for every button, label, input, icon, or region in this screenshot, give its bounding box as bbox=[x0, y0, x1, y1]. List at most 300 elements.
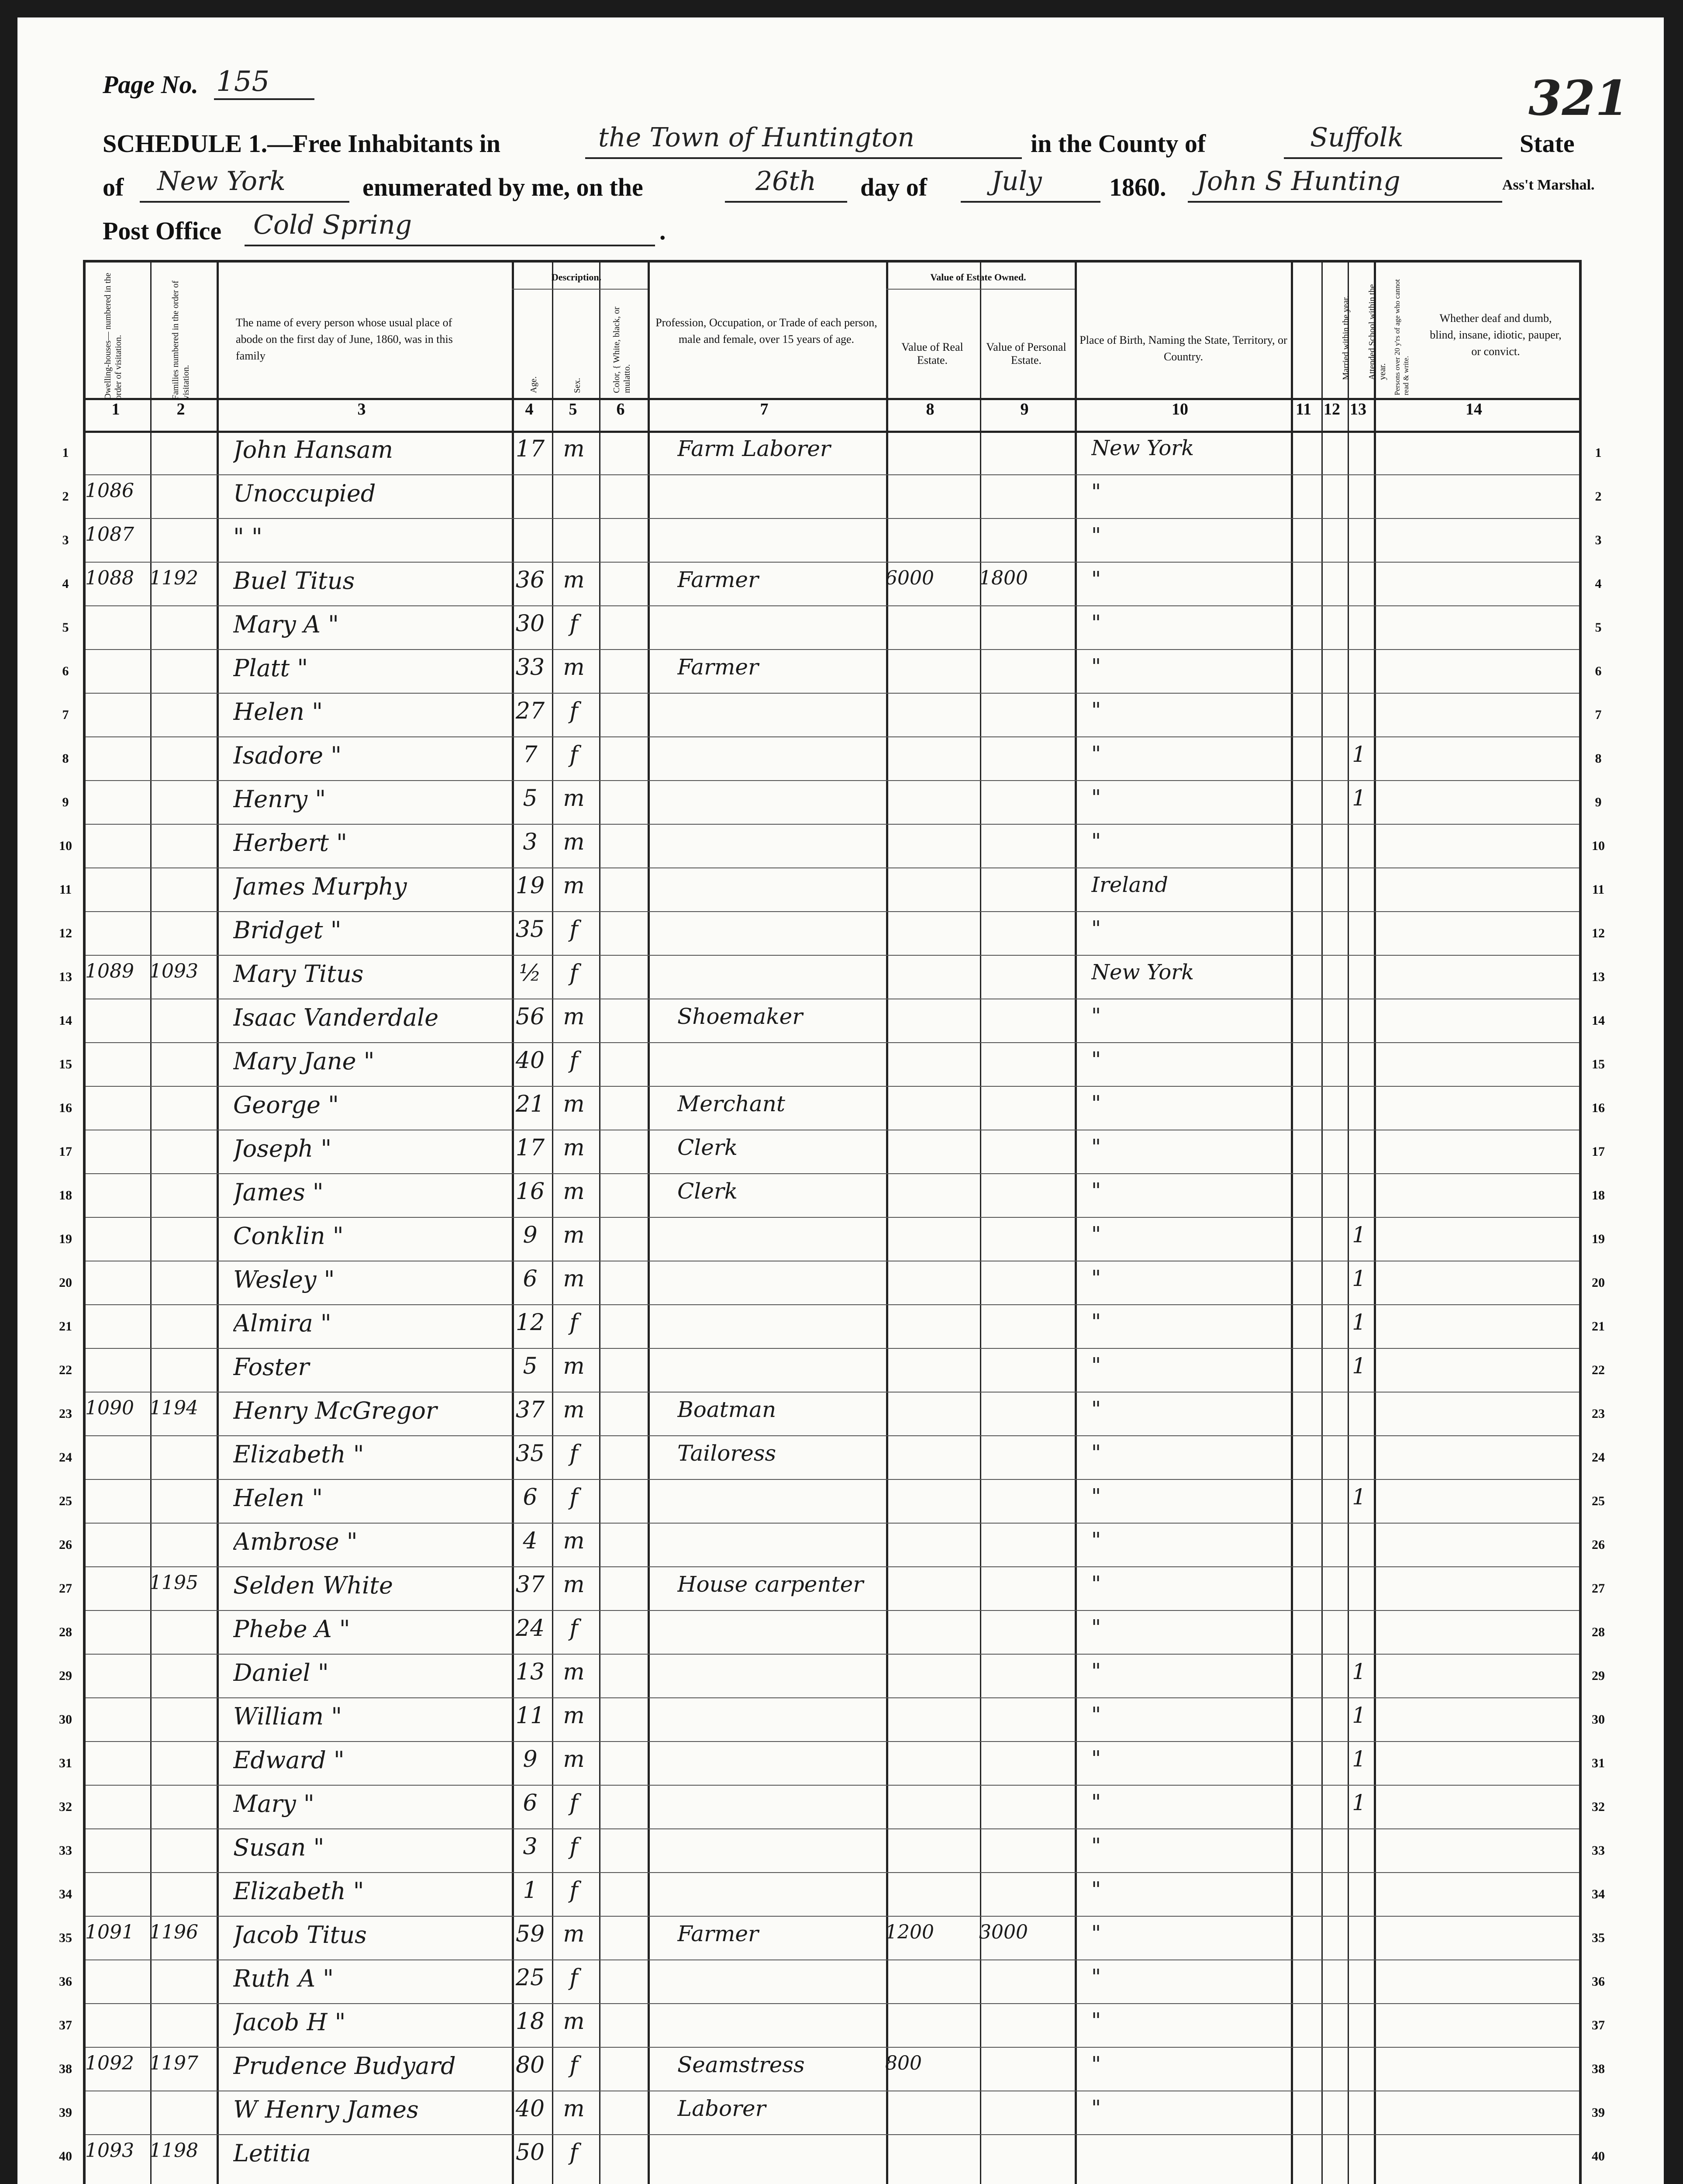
person-sex: m bbox=[563, 1921, 585, 1947]
person-name: Foster bbox=[233, 1353, 310, 1381]
person-occupation: Boatman bbox=[677, 1397, 776, 1422]
person-age: 27 bbox=[515, 698, 545, 724]
real-estate-value bbox=[885, 523, 977, 563]
place-of-birth: " bbox=[1091, 1397, 1101, 1421]
person-occupation bbox=[677, 960, 883, 999]
dwelling-number: 1087 bbox=[85, 523, 134, 546]
row-number-left: 17 bbox=[59, 1144, 72, 1159]
real-estate-value bbox=[885, 654, 977, 694]
row-number-left: 13 bbox=[59, 970, 72, 984]
page-stamp: 321 bbox=[1528, 70, 1629, 126]
real-estate-value bbox=[885, 1266, 977, 1305]
dwelling-number: 1086 bbox=[85, 480, 134, 502]
row-number-right: 3 bbox=[1595, 533, 1602, 547]
row-number-right: 20 bbox=[1592, 1275, 1605, 1290]
personal-estate-value bbox=[979, 1659, 1072, 1698]
person-sex: m bbox=[563, 1397, 585, 1423]
person-name: Mary " bbox=[233, 1790, 314, 1818]
person-occupation bbox=[677, 480, 883, 519]
attended-school bbox=[1347, 436, 1371, 475]
row-number-right: 23 bbox=[1592, 1406, 1605, 1421]
real-estate-value: 6000 bbox=[885, 567, 934, 589]
family-number bbox=[149, 480, 214, 519]
person-sex: f bbox=[569, 1310, 578, 1336]
row-number-right: 36 bbox=[1592, 1974, 1605, 1989]
real-estate-value bbox=[885, 1047, 977, 1087]
person-age: 7 bbox=[523, 742, 538, 768]
person-sex: m bbox=[563, 873, 585, 899]
person-age: 6 bbox=[523, 1484, 538, 1510]
person-name: Henry " bbox=[233, 785, 326, 813]
dwelling-number bbox=[85, 873, 148, 912]
person-occupation bbox=[677, 1746, 883, 1786]
place-of-birth: " bbox=[1091, 2052, 1101, 2077]
person-sex: f bbox=[569, 1047, 578, 1074]
col12-heading: Attended School within the year. bbox=[1367, 284, 1387, 380]
dwelling-number bbox=[85, 1266, 148, 1305]
place-of-birth: " bbox=[1091, 2096, 1101, 2120]
real-estate-value bbox=[885, 1790, 977, 1829]
person-name: James Murphy bbox=[233, 873, 407, 900]
person-sex: m bbox=[563, 1178, 585, 1205]
col13-heading: Persons over 20 y'rs of age who cannot read & write. bbox=[1393, 279, 1410, 395]
person-sex: m bbox=[563, 436, 585, 462]
person-occupation bbox=[677, 785, 883, 825]
real-estate-value bbox=[885, 1703, 977, 1742]
personal-estate-value bbox=[979, 2096, 1072, 2135]
person-occupation bbox=[677, 742, 883, 781]
person-age: 50 bbox=[515, 2139, 545, 2166]
person-sex: f bbox=[569, 1484, 578, 1510]
person-age: 37 bbox=[515, 1572, 545, 1598]
person-age: 25 bbox=[515, 1965, 545, 1991]
dwelling-number bbox=[85, 1659, 148, 1698]
person-name: Bridget " bbox=[233, 916, 341, 944]
dwelling-number: 1093 bbox=[85, 2139, 134, 2162]
row-number-right: 33 bbox=[1592, 1843, 1605, 1858]
day-of-label: day of bbox=[860, 173, 928, 201]
person-age: 3 bbox=[523, 1834, 538, 1860]
family-number bbox=[149, 1135, 214, 1174]
family-number bbox=[149, 1091, 214, 1130]
person-sex: f bbox=[569, 2052, 578, 2078]
row-number-left: 30 bbox=[59, 1712, 72, 1727]
row-number-right: 2 bbox=[1595, 489, 1602, 504]
person-sex: m bbox=[563, 1266, 585, 1292]
row-number-right: 38 bbox=[1592, 2062, 1605, 2076]
person-name: William " bbox=[233, 1703, 342, 1730]
personal-estate-value bbox=[979, 829, 1072, 868]
dwelling-number bbox=[85, 829, 148, 868]
family-number bbox=[149, 1528, 214, 1567]
person-sex: m bbox=[563, 1004, 585, 1030]
schedule-title: SCHEDULE 1.—Free Inhabitants in bbox=[103, 129, 500, 158]
person-occupation bbox=[677, 1528, 883, 1567]
attended-school bbox=[1347, 1178, 1371, 1218]
real-estate-value bbox=[885, 480, 977, 519]
dwelling-number bbox=[85, 1310, 148, 1349]
real-estate-value bbox=[885, 785, 977, 825]
dwelling-number bbox=[85, 1441, 148, 1480]
col5-heading: Sex. bbox=[572, 378, 582, 393]
real-estate-value bbox=[885, 873, 977, 912]
person-age: 1 bbox=[523, 1877, 538, 1904]
person-name: Isadore " bbox=[233, 742, 342, 769]
col7-heading: Profession, Occupation, or Trade of each person, male and female, over 15 years of age. bbox=[655, 316, 877, 346]
attended-school bbox=[1347, 873, 1371, 912]
col14-heading: Whether deaf and dumb, blind, insane, idiotic, pauper, or convict. bbox=[1430, 312, 1562, 358]
attended-school bbox=[1347, 1572, 1371, 1611]
person-age: 59 bbox=[515, 1921, 545, 1947]
row-number-left: 20 bbox=[59, 1275, 72, 1290]
family-number bbox=[149, 873, 214, 912]
person-occupation: Clerk bbox=[677, 1178, 738, 1204]
real-estate-value bbox=[885, 611, 977, 650]
personal-estate-value bbox=[979, 785, 1072, 825]
person-occupation bbox=[677, 523, 883, 563]
marshal-label: Ass't Marshal. bbox=[1502, 177, 1595, 193]
row-number-right: 9 bbox=[1595, 795, 1602, 809]
row-number-left: 34 bbox=[59, 1887, 72, 1901]
attended-school bbox=[1347, 2139, 1371, 2179]
person-occupation: Farm Laborer bbox=[677, 436, 831, 461]
attended-school bbox=[1347, 1528, 1371, 1567]
place-of-birth: New York bbox=[1091, 960, 1194, 985]
person-age: 9 bbox=[523, 1746, 538, 1773]
of-label: of bbox=[103, 173, 124, 201]
row-number-right: 14 bbox=[1592, 1013, 1605, 1028]
personal-estate-value bbox=[979, 1222, 1072, 1261]
page-number: 155 bbox=[216, 66, 270, 98]
attended-school: 1 bbox=[1352, 785, 1366, 811]
family-number: 1194 bbox=[149, 1397, 198, 1419]
attended-school bbox=[1347, 2096, 1371, 2135]
person-age: 35 bbox=[515, 1441, 545, 1467]
row-number-left: 11 bbox=[59, 882, 72, 897]
person-sex: f bbox=[569, 1615, 578, 1641]
real-estate-value bbox=[885, 2096, 977, 2135]
family-number bbox=[149, 1965, 214, 2004]
personal-estate-value bbox=[979, 1397, 1072, 1436]
place-of-birth: " bbox=[1091, 829, 1101, 854]
person-name: Henry McGregor bbox=[233, 1397, 437, 1424]
personal-estate-value bbox=[979, 1484, 1072, 1524]
dwelling-number: 1090 bbox=[85, 1397, 134, 1419]
person-name: Mary A " bbox=[233, 611, 339, 638]
col1-heading: Dwelling-houses— numbered in the order of visitation. bbox=[103, 273, 123, 400]
place-of-birth: Ireland bbox=[1091, 873, 1168, 897]
col11-heading: Married within the year. bbox=[1341, 295, 1351, 380]
personal-estate-value bbox=[979, 1047, 1072, 1087]
personal-estate-value bbox=[979, 2139, 1072, 2179]
real-estate-value bbox=[885, 436, 977, 475]
row-number-left: 24 bbox=[59, 1450, 72, 1465]
family-number bbox=[149, 785, 214, 825]
person-sex: f bbox=[569, 1877, 578, 1904]
person-name: Selden White bbox=[233, 1572, 393, 1599]
column-number: 2 bbox=[176, 400, 185, 418]
place-of-birth: " bbox=[1091, 1528, 1101, 1552]
place-of-birth: " bbox=[1091, 785, 1101, 810]
personal-estate-value bbox=[979, 1965, 1072, 2004]
family-number bbox=[149, 436, 214, 475]
person-name: " " bbox=[233, 523, 262, 551]
person-occupation bbox=[677, 1310, 883, 1349]
person-name: Unoccupied bbox=[233, 480, 376, 507]
column-number: 13 bbox=[1350, 400, 1366, 418]
place-of-birth: " bbox=[1091, 1572, 1101, 1596]
row-number-right: 18 bbox=[1592, 1188, 1605, 1203]
column-number: 14 bbox=[1466, 400, 1482, 418]
person-occupation: Farmer bbox=[677, 654, 759, 680]
person-occupation bbox=[677, 2008, 883, 2048]
place-of-birth: " bbox=[1091, 1441, 1101, 1465]
row-number-right: 28 bbox=[1592, 1625, 1605, 1639]
row-number-right: 15 bbox=[1592, 1057, 1605, 1071]
place-of-birth: " bbox=[1091, 1746, 1101, 1771]
family-number bbox=[149, 611, 214, 650]
row-number-right: 39 bbox=[1592, 2105, 1605, 2120]
person-name: Jacob H " bbox=[233, 2008, 346, 2036]
place-of-birth: " bbox=[1091, 2008, 1101, 2033]
personal-estate-value bbox=[979, 2052, 1072, 2091]
dwelling-number bbox=[85, 654, 148, 694]
personal-estate-value bbox=[979, 873, 1072, 912]
person-sex: m bbox=[563, 1353, 585, 1379]
row-number-right: 4 bbox=[1595, 577, 1602, 591]
place-of-birth: " bbox=[1091, 1703, 1101, 1727]
dwelling-number bbox=[85, 1965, 148, 2004]
place-of-birth: " bbox=[1091, 1266, 1101, 1290]
personal-estate-value bbox=[979, 654, 1072, 694]
row-number-left: 3 bbox=[62, 533, 69, 547]
family-number bbox=[149, 1353, 214, 1393]
person-occupation bbox=[677, 698, 883, 737]
dwelling-number bbox=[85, 436, 148, 475]
person-name: Buel Titus bbox=[233, 567, 355, 594]
row-number-right: 6 bbox=[1595, 664, 1602, 678]
column-number: 5 bbox=[569, 400, 577, 418]
real-estate-value bbox=[885, 1659, 977, 1698]
real-estate-value bbox=[885, 829, 977, 868]
row-number-right: 35 bbox=[1592, 1931, 1605, 1945]
place-of-birth: " bbox=[1091, 567, 1101, 591]
personal-estate-value bbox=[979, 480, 1072, 519]
person-age: 40 bbox=[515, 2096, 545, 2122]
attended-school: 1 bbox=[1352, 1353, 1366, 1379]
attended-school: 1 bbox=[1352, 1746, 1366, 1772]
col3-heading: The name of every person whose usual place of abode on the first day of June, 1860, was in this family bbox=[236, 316, 453, 362]
real-estate-value bbox=[885, 1178, 977, 1218]
dwelling-number bbox=[85, 1790, 148, 1829]
real-estate-value bbox=[885, 1615, 977, 1655]
real-estate-value bbox=[885, 1965, 977, 2004]
row-number-left: 32 bbox=[59, 1800, 72, 1814]
personal-estate-value bbox=[979, 1746, 1072, 1786]
row-number-right: 17 bbox=[1592, 1144, 1605, 1159]
family-number bbox=[149, 1703, 214, 1742]
place-of-birth: " bbox=[1091, 480, 1101, 504]
person-name: Elizabeth " bbox=[233, 1441, 364, 1468]
col8-heading: Value of Real Estate. bbox=[901, 341, 963, 366]
dwelling-number bbox=[85, 611, 148, 650]
attended-school bbox=[1347, 1834, 1371, 1873]
person-sex: m bbox=[563, 2008, 585, 2035]
row-number-left: 18 bbox=[59, 1188, 72, 1203]
family-number bbox=[149, 654, 214, 694]
real-estate-value bbox=[885, 1528, 977, 1567]
person-sex: m bbox=[563, 1222, 585, 1248]
place-of-birth: " bbox=[1091, 916, 1101, 941]
real-estate-value bbox=[885, 1222, 977, 1261]
person-name: George " bbox=[233, 1091, 339, 1119]
place-of-birth: " bbox=[1091, 1222, 1101, 1247]
personal-estate-value bbox=[979, 1790, 1072, 1829]
person-age: 21 bbox=[515, 1091, 545, 1117]
family-number bbox=[149, 1834, 214, 1873]
attended-school bbox=[1347, 1441, 1371, 1480]
row-number-left: 28 bbox=[59, 1625, 72, 1639]
family-number bbox=[149, 523, 214, 563]
person-sex: f bbox=[569, 742, 578, 768]
col4-heading: Age. bbox=[529, 376, 538, 393]
family-number bbox=[149, 1222, 214, 1261]
attended-school bbox=[1347, 1091, 1371, 1130]
place-of-birth: " bbox=[1091, 1091, 1101, 1116]
column-number: 3 bbox=[357, 400, 366, 418]
column-number: 6 bbox=[616, 400, 625, 418]
col2-heading: Families numbered in the order of visitation. bbox=[171, 280, 191, 400]
place-of-birth: " bbox=[1091, 1877, 1101, 1902]
attended-school: 1 bbox=[1352, 1659, 1366, 1684]
attended-school bbox=[1347, 829, 1371, 868]
attended-school: 1 bbox=[1352, 1266, 1366, 1291]
row-number-right: 31 bbox=[1592, 1756, 1605, 1770]
person-age: 35 bbox=[515, 916, 545, 943]
person-sex: m bbox=[563, 654, 585, 681]
attended-school bbox=[1347, 480, 1371, 519]
year-value: 1860. bbox=[1109, 173, 1166, 201]
column-number: 12 bbox=[1324, 400, 1340, 418]
real-estate-value bbox=[885, 1353, 977, 1393]
real-estate-value bbox=[885, 916, 977, 956]
row-number-left: 12 bbox=[59, 926, 72, 940]
row-number-left: 25 bbox=[59, 1494, 72, 1508]
month-value: July bbox=[991, 166, 1042, 197]
person-occupation bbox=[677, 1047, 883, 1087]
row-number-left: 36 bbox=[59, 1974, 72, 1989]
row-number-right: 8 bbox=[1595, 751, 1602, 766]
place-of-birth: " bbox=[1091, 1310, 1101, 1334]
person-age: ½ bbox=[519, 960, 541, 986]
personal-estate-value bbox=[979, 1877, 1072, 1917]
person-occupation bbox=[677, 1790, 883, 1829]
place-of-birth: " bbox=[1091, 1834, 1101, 1858]
row-number-left: 31 bbox=[59, 1756, 72, 1770]
person-sex: f bbox=[569, 2139, 578, 2166]
person-occupation: Seamstress bbox=[677, 2052, 805, 2077]
person-age: 3 bbox=[523, 829, 538, 855]
person-occupation bbox=[677, 829, 883, 868]
dwelling-number bbox=[85, 1091, 148, 1130]
personal-estate-value bbox=[979, 1572, 1072, 1611]
attended-school bbox=[1347, 654, 1371, 694]
person-occupation bbox=[677, 611, 883, 650]
personal-estate-value bbox=[979, 1703, 1072, 1742]
person-occupation bbox=[677, 1877, 883, 1917]
attended-school: 1 bbox=[1352, 1790, 1366, 1815]
attended-school bbox=[1347, 1397, 1371, 1436]
family-number bbox=[149, 1178, 214, 1218]
personal-estate-value bbox=[979, 1091, 1072, 1130]
person-age: 9 bbox=[523, 1222, 538, 1248]
row-number-right: 5 bbox=[1595, 620, 1602, 635]
person-sex: f bbox=[569, 916, 578, 943]
real-estate-value bbox=[885, 1834, 977, 1873]
attended-school bbox=[1347, 698, 1371, 737]
row-number-left: 5 bbox=[62, 620, 69, 635]
dwelling-number bbox=[85, 2008, 148, 2048]
family-number bbox=[149, 1746, 214, 1786]
person-name: Jacob Titus bbox=[233, 1921, 367, 1949]
attended-school bbox=[1347, 1965, 1371, 2004]
person-sex: f bbox=[569, 698, 578, 724]
person-age: 17 bbox=[515, 1135, 545, 1161]
personal-estate-value bbox=[979, 1528, 1072, 1567]
family-number bbox=[149, 1047, 214, 1087]
dwelling-number bbox=[85, 1834, 148, 1873]
column-number: 4 bbox=[525, 400, 534, 418]
person-age: 40 bbox=[515, 1047, 545, 1074]
person-age: 19 bbox=[515, 873, 545, 899]
row-number-left: 27 bbox=[59, 1581, 72, 1596]
row-number-left: 33 bbox=[59, 1843, 72, 1858]
person-occupation bbox=[677, 873, 883, 912]
dwelling-number bbox=[85, 1222, 148, 1261]
row-number-left: 23 bbox=[59, 1406, 72, 1421]
row-number-right: 11 bbox=[1592, 882, 1605, 897]
marshal-signature: John S Hunting bbox=[1197, 166, 1400, 197]
family-number: 1198 bbox=[149, 2139, 198, 2162]
place-of-birth: " bbox=[1091, 698, 1101, 722]
personal-estate-value bbox=[979, 1441, 1072, 1480]
dwelling-number bbox=[85, 1703, 148, 1742]
person-occupation: House carpenter bbox=[677, 1572, 864, 1597]
person-sex: m bbox=[563, 2096, 585, 2122]
dwelling-number bbox=[85, 1484, 148, 1524]
row-number-left: 14 bbox=[59, 1013, 72, 1028]
person-age: 33 bbox=[515, 654, 545, 681]
row-number-left: 21 bbox=[59, 1319, 72, 1334]
family-number bbox=[149, 1615, 214, 1655]
place-of-birth: " bbox=[1091, 611, 1101, 635]
col10-heading: Place of Birth, Naming the State, Territory, or Country. bbox=[1079, 334, 1287, 363]
person-name: Edward " bbox=[233, 1746, 345, 1774]
dwelling-number bbox=[85, 2096, 148, 2135]
person-occupation bbox=[677, 1222, 883, 1261]
dwelling-number: 1092 bbox=[85, 2052, 134, 2074]
attended-school bbox=[1347, 1877, 1371, 1917]
personal-estate-value bbox=[979, 960, 1072, 999]
person-name: W Henry James bbox=[233, 2096, 419, 2123]
attended-school: 1 bbox=[1352, 1310, 1366, 1335]
row-number-left: 19 bbox=[59, 1232, 72, 1246]
person-name: Prudence Budyard bbox=[233, 2052, 456, 2080]
person-sex: f bbox=[569, 1834, 578, 1860]
town-value: the Town of Huntington bbox=[598, 122, 915, 153]
row-number-left: 38 bbox=[59, 2062, 72, 2076]
dwelling-number bbox=[85, 1877, 148, 1917]
